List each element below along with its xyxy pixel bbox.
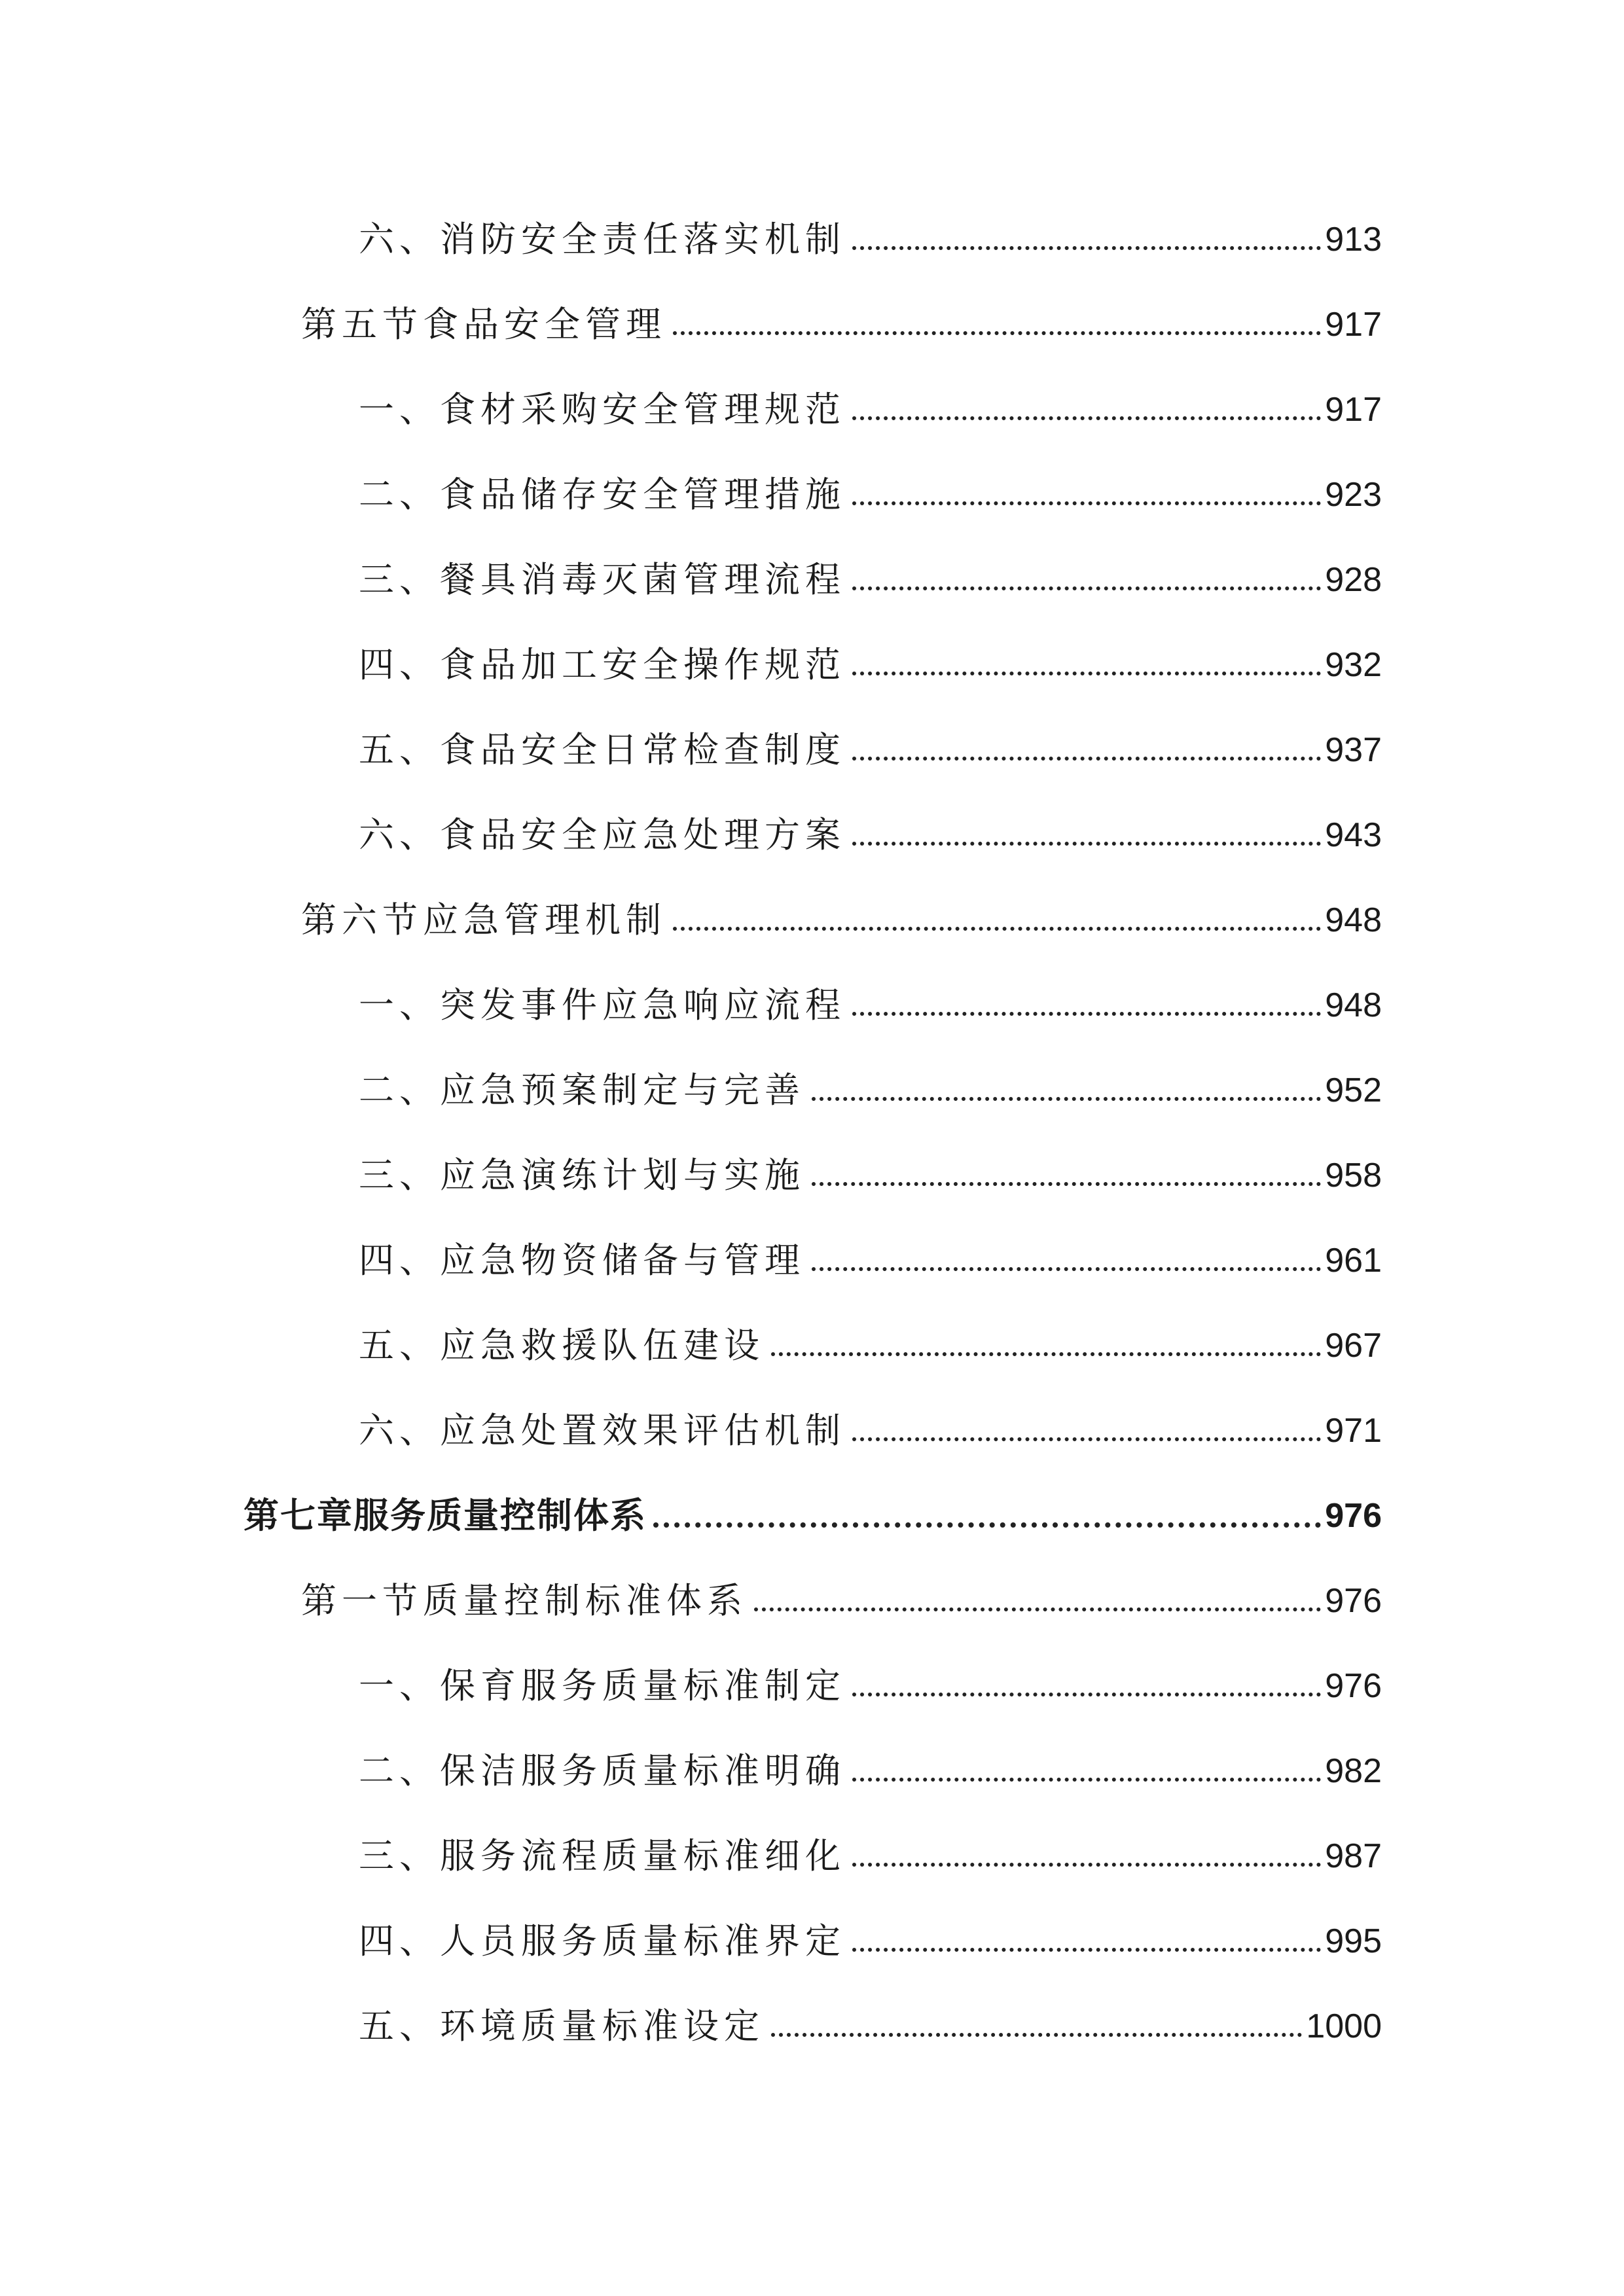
toc-entry[interactable] bbox=[0, 384, 1624, 436]
toc-entry-page: 961 bbox=[1325, 1242, 1382, 1280]
toc-entry-title: 第五节食品安全管理 bbox=[301, 304, 666, 345]
toc-entry-page: 917 bbox=[1325, 306, 1382, 344]
toc-entry[interactable] bbox=[0, 1745, 1624, 1797]
toc-entry-title: 四、应急物资储备与管理 bbox=[359, 1240, 805, 1281]
dot-leader bbox=[754, 1607, 1321, 1611]
toc-entry-page: 976 bbox=[1325, 1497, 1382, 1535]
toc-entry[interactable] bbox=[0, 1319, 1624, 1372]
toc-entry[interactable] bbox=[0, 2000, 1624, 2053]
toc-entry-page: 987 bbox=[1325, 1837, 1382, 1875]
toc-entry[interactable] bbox=[0, 554, 1624, 606]
toc-entry[interactable] bbox=[0, 639, 1624, 691]
dot-leader bbox=[852, 1693, 1321, 1696]
toc-entry-title: 四、人员服务质量标准界定 bbox=[359, 1920, 846, 1962]
toc-entry-title: 六、应急处置效果评估机制 bbox=[359, 1410, 846, 1451]
toc-entry-page: 923 bbox=[1325, 476, 1382, 514]
dot-leader bbox=[673, 927, 1321, 931]
toc-entry-title: 三、餐具消毒灭菌管理流程 bbox=[359, 559, 846, 600]
toc-entry[interactable] bbox=[0, 1660, 1624, 1712]
toc-entry-title: 五、应急救援队伍建设 bbox=[359, 1325, 765, 1366]
toc-entry-title: 五、食品安全日常检查制度 bbox=[359, 729, 846, 770]
toc-entry-title: 六、消防安全责任落实机制 bbox=[359, 219, 846, 260]
toc-entry-title: 四、食品加工安全操作规范 bbox=[359, 644, 846, 685]
toc-entry[interactable] bbox=[0, 894, 1624, 946]
toc-entry-title: 二、应急预案制定与完善 bbox=[359, 1069, 805, 1111]
toc-entry-title: 三、服务流程质量标准细化 bbox=[359, 1835, 846, 1876]
dot-leader bbox=[852, 586, 1321, 590]
toc-entry-page: 976 bbox=[1325, 1582, 1382, 1620]
dot-leader bbox=[852, 1437, 1321, 1441]
toc-entry[interactable] bbox=[0, 1575, 1624, 1627]
dot-leader bbox=[852, 842, 1321, 846]
toc-entry-page: 928 bbox=[1325, 561, 1382, 599]
toc-entry[interactable] bbox=[0, 469, 1624, 521]
toc-entry[interactable] bbox=[0, 1064, 1624, 1117]
dot-leader bbox=[812, 1267, 1321, 1271]
toc-entry[interactable] bbox=[0, 1405, 1624, 1457]
toc-entry[interactable] bbox=[0, 724, 1624, 776]
dot-leader bbox=[852, 246, 1321, 250]
dot-leader bbox=[852, 501, 1321, 505]
toc-entry-title: 二、保洁服务质量标准明确 bbox=[359, 1750, 846, 1791]
toc-entry-title: 六、食品安全应急处理方案 bbox=[359, 814, 846, 855]
toc-entry-title: 三、应急演练计划与实施 bbox=[359, 1155, 805, 1196]
toc-entry-title: 第七章服务质量控制体系 bbox=[244, 1495, 647, 1536]
toc-entry-page: 995 bbox=[1325, 1922, 1382, 1960]
toc-entry-title: 五、环境质量标准设定 bbox=[359, 2005, 765, 2047]
toc-entry-title: 一、食材采购安全管理规范 bbox=[359, 389, 846, 430]
toc-entry[interactable] bbox=[0, 979, 1624, 1031]
dot-leader bbox=[812, 1097, 1321, 1101]
toc-chapter-entry[interactable] bbox=[0, 1490, 1624, 1542]
toc-entry[interactable] bbox=[0, 298, 1624, 351]
toc-entry-page: 943 bbox=[1325, 816, 1382, 854]
dot-leader bbox=[653, 1522, 1321, 1528]
dot-leader bbox=[852, 416, 1321, 420]
dot-leader bbox=[673, 331, 1321, 335]
toc-entry-title: 一、突发事件应急响应流程 bbox=[359, 984, 846, 1026]
toc-entry[interactable] bbox=[0, 809, 1624, 861]
toc-entry-page: 952 bbox=[1325, 1071, 1382, 1109]
toc-entry[interactable] bbox=[0, 1149, 1624, 1202]
dot-leader bbox=[852, 1778, 1321, 1782]
toc-entry[interactable] bbox=[0, 213, 1624, 266]
toc-entry[interactable] bbox=[0, 1234, 1624, 1287]
toc-entry-page: 932 bbox=[1325, 646, 1382, 684]
toc-entry-page: 1000 bbox=[1306, 2007, 1382, 2045]
dot-leader bbox=[812, 1182, 1321, 1186]
toc-entry-title: 一、保育服务质量标准制定 bbox=[359, 1665, 846, 1706]
toc-entry-title: 第一节质量控制标准体系 bbox=[301, 1580, 748, 1621]
toc-entry-page: 967 bbox=[1325, 1327, 1382, 1365]
toc-entry-page: 958 bbox=[1325, 1157, 1382, 1194]
dot-leader bbox=[852, 1863, 1321, 1867]
toc-entry-page: 913 bbox=[1325, 221, 1382, 259]
dot-leader bbox=[852, 1012, 1321, 1016]
toc-entry-page: 982 bbox=[1325, 1752, 1382, 1790]
toc-entry[interactable] bbox=[0, 1915, 1624, 1967]
toc-entry-page: 976 bbox=[1325, 1667, 1382, 1705]
dot-leader bbox=[771, 1352, 1321, 1356]
toc-entry-page: 948 bbox=[1325, 901, 1382, 939]
toc-entry[interactable] bbox=[0, 1830, 1624, 1882]
toc-entry-title: 二、食品储存安全管理措施 bbox=[359, 474, 846, 515]
toc-entry-page: 948 bbox=[1325, 986, 1382, 1024]
dot-leader bbox=[852, 1948, 1321, 1952]
toc-entry-page: 971 bbox=[1325, 1412, 1382, 1450]
dot-leader bbox=[771, 2033, 1302, 2037]
toc-entry-page: 917 bbox=[1325, 391, 1382, 429]
dot-leader bbox=[852, 672, 1321, 675]
toc-entry-page: 937 bbox=[1325, 731, 1382, 769]
toc-entry-title: 第六节应急管理机制 bbox=[301, 899, 666, 941]
dot-leader bbox=[852, 757, 1321, 761]
